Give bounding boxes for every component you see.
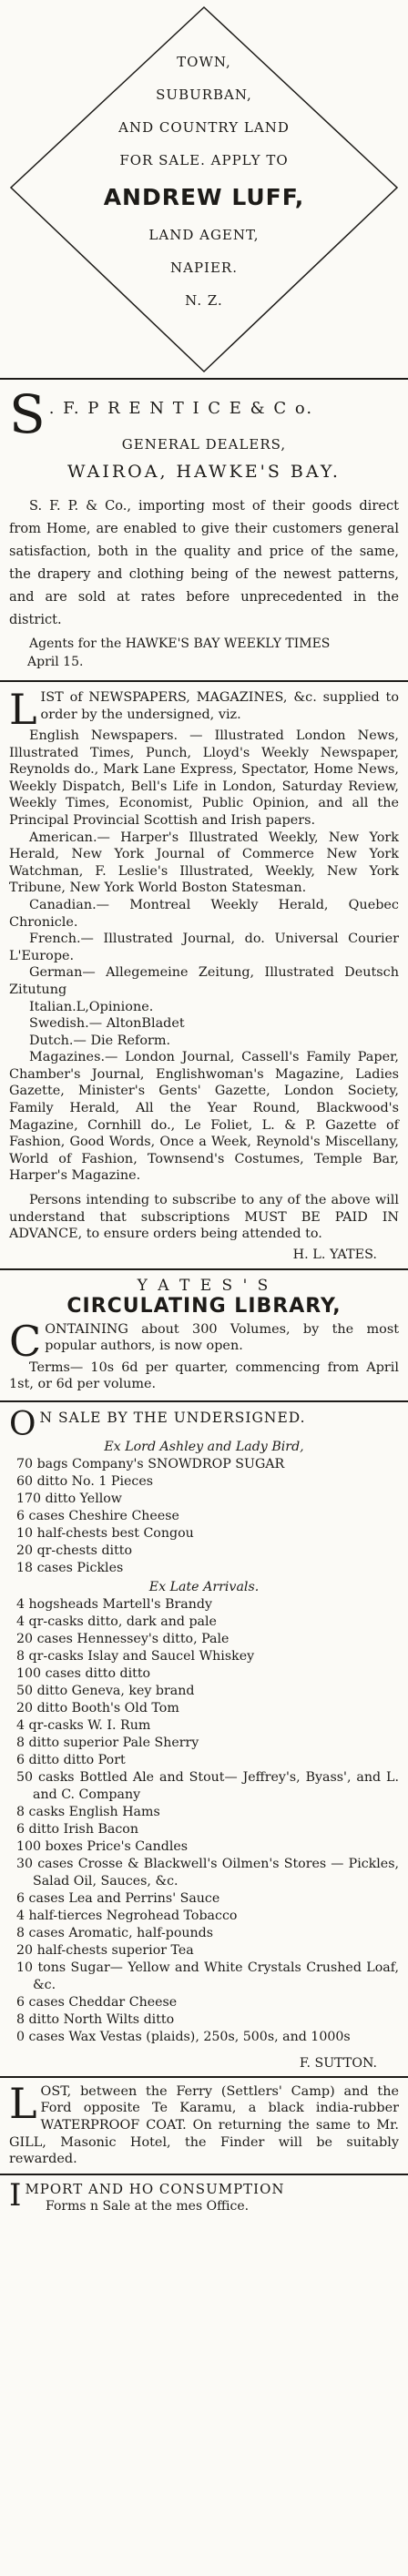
import-heading: MPORT AND HO CONSUMPTION	[25, 2180, 285, 2197]
luff-line-town: TOWN,	[177, 54, 231, 70]
library-text: ONTAINING about 300 Volumes, by the most popular authors, is now open.	[45, 1321, 399, 1354]
lost-ad	[0, 2078, 408, 2168]
sale-item: 50 ditto Geneva, key brand	[16, 1683, 195, 1698]
newspapers-american: American.— Harper's Illustrated Weekly, New York Herald, New York Journal of Commerce New York Watchman, F. Leslie's Illustrated, Weekly, New York Tribune, New York World Boston Statesman.	[9, 830, 399, 896]
sale-item: 60 ditto No. 1 Pieces	[16, 1473, 154, 1489]
sale-item: 8 qr-casks Islay and Saucel Whiskey	[16, 1648, 255, 1664]
prentice-title: . F. P R E N T I C E & C o.	[48, 399, 314, 418]
import-sub: Forms n Sale at the mes Office.	[46, 2199, 250, 2215]
newspapers-english: English Newspapers. — Illustrated London News, Illustrated Times, Punch, Lloyd's Weekly Newspaper, Reynolds do., Mark Lane Express, Spectator, Home News, Weekly Dispatch, Bell's Life in London, Saturday Review, Weekly Times, Economist, Public Opinion, and all the Principal Provincial Scottish and Irish papers.	[9, 728, 399, 828]
sale-item: 100 boxes Price's Candles	[16, 1838, 189, 1854]
prentice-agents: Agents for the HAWKE'S BAY WEEKLY TIMES	[29, 636, 331, 651]
sale-item: 170 ditto Yellow	[16, 1491, 122, 1506]
luff-occupation: LAND AGENT,	[148, 227, 260, 243]
sale-item: 6 cases Cheddar Cheese	[16, 1994, 178, 2010]
sale-item: 6 ditto ditto Port	[16, 1752, 126, 1767]
library-dropcap: C	[9, 1316, 42, 1366]
luff-land-ad	[0, 0, 408, 378]
sale-item: 20 qr-chests ditto	[16, 1543, 133, 1558]
sale-item: 4 qr-casks ditto, dark and pale	[16, 1614, 217, 1629]
newspapers-german: German— Allegemeine Zeitung, Illustrated Deutsch Zitutung	[9, 965, 399, 997]
sale-sub1: Ex Lord Ashley and Lady Bird,	[104, 1439, 304, 1454]
newspapers-ad	[0, 682, 408, 1263]
library-heading: CIRCULATING LIBRARY,	[66, 1295, 342, 1318]
sale-item: 100 cases ditto ditto	[16, 1665, 151, 1681]
lost-dropcap: L	[9, 2078, 37, 2128]
sale-item: 4 hogsheads Martell's Brandy	[16, 1596, 212, 1612]
sale-signature: F. SUTTON.	[299, 2055, 377, 2071]
sale-item: 18 cases Pickles	[16, 1560, 124, 1575]
sale-item: 10 half-chests best Congou	[16, 1525, 194, 1541]
newspapers-notice: Persons intending to subscribe to any of the above will understand that subscriptions MUST BE PAID IN ADVANCE, to ensure orders being attended to.	[9, 1193, 399, 1242]
newspapers-canadian: Canadian.— Montreal Weekly Herald, Quebec Chronicle.	[9, 897, 399, 930]
sale-item: 70 bags Company's SNOWDROP SUGAR	[16, 1456, 285, 1471]
import-ad	[0, 2175, 408, 2215]
newspapers-heading: IST of NEWSPAPERS, MAGAZINES, &c. supplied to order by the undersigned, viz.	[40, 690, 399, 722]
sale-items-list-1	[9, 1456, 399, 1577]
sale-dropcap: O	[9, 1405, 36, 1443]
luff-line-suburban: SUBURBAN,	[156, 87, 252, 103]
sale-item: 6 cases Cheshire Cheese	[16, 1508, 179, 1523]
sale-sub2: Ex Late Arrivals.	[148, 1579, 260, 1594]
sale-item: 6 ditto Irish Bacon	[16, 1821, 138, 1837]
sale-item: 10 tons Sugar— Yellow and White Crystals Crushed Loaf, &c.	[16, 1960, 399, 1992]
sale-item: 20 cases Hennessey's ditto, Pale	[16, 1631, 230, 1646]
prentice-dealers: GENERAL DEALERS,	[121, 436, 287, 453]
sale-items-list-2	[9, 1596, 399, 2046]
sale-item: 30 cases Crosse & Blackwell's Oilmen's Stores — Pickles, Salad Oil, Sauces, &c.	[16, 1856, 399, 1889]
sale-item: 8 ditto North Wilts ditto	[16, 2011, 175, 2027]
prentice-date: April 15.	[27, 655, 84, 669]
sale-item: 6 cases Lea and Perrins' Sauce	[16, 1890, 220, 1906]
sale-item: 20 ditto Booth's Old Tom	[16, 1700, 179, 1716]
newspapers-dropcap: L	[9, 685, 37, 734]
import-dropcap: I	[9, 2176, 22, 2214]
luff-name: ANDREW LUFF,	[103, 184, 305, 210]
sale-item: 8 cases Aromatic, half-pounds	[16, 1925, 214, 1940]
newspapers-dutch: Dutch.— Die Reform.	[29, 1033, 171, 1048]
lost-text: OST, between the Ferry (Settlers' Camp) and the Ford opposite Te Karamu, a black india-rubber WATERPROOF COAT. On returning the same to Mr. GILL, Masonic Hotel, the Finder will be suitably rewarded.	[9, 2083, 399, 2167]
prentice-ad	[0, 380, 408, 680]
newspapers-signature: H. L. YATES.	[292, 1247, 377, 1262]
prentice-location: WAIROA, HAWKE'S BAY.	[67, 462, 341, 482]
library-terms: Terms— 10s 6d per quarter, commencing from April 1st, or 6d per volume.	[9, 1359, 399, 1392]
prentice-dropcap: S	[9, 383, 46, 445]
newspapers-swedish: Swedish.— AltonBladet	[29, 1016, 185, 1032]
newspapers-magazines: Magazines.— London Journal, Cassell's Family Paper, Chamber's Journal, Englishwoman's Magazine, Ladies Gazette, Minister's Gents' Gazette, London Society, Family Herald, All the Year Round, Blackwood's Magazine, Cornhill do., Le Foliet, L. & P. Gazette of Fashion, Good Words, Once a Week, Reynold's Miscellany, World of Fashion, Townsend's Costumes, Temple Bar, Harper's Magazine.	[9, 1050, 399, 1184]
newspapers-french: French.— Illustrated Journal, do. Universal Courier L'Europe.	[9, 932, 399, 963]
luff-country: N. Z.	[185, 292, 223, 309]
library-title: Y A T E S ' S	[137, 1277, 271, 1296]
sale-heading: N SALE BY THE UNDERSIGNED.	[39, 1409, 306, 1426]
sale-item: 8 casks English Hams	[16, 1804, 160, 1819]
luff-line-sale: FOR SALE. APPLY TO	[119, 152, 289, 168]
sale-item: 20 half-chests superior Tea	[16, 1942, 194, 1958]
library-ad	[0, 1270, 408, 1392]
sale-item: 50 casks Bottled Ale and Stout— Jeffrey's, Byass', and L. and C. Company	[16, 1769, 399, 1802]
sale-ad	[0, 1402, 408, 2072]
sale-item: 4 half-tierces Negrohead Tobacco	[16, 1908, 238, 1923]
prentice-body: S. F. P. & Co., importing most of their goods direct from Home, are enabled to give their customers general satisfaction, both in the quality and price of the same, the drapery and clothing being of the newest patterns, and are sold at rates before unprecedented in the district.	[9, 498, 399, 627]
newspapers-italian: Italian.L,Opinione.	[29, 999, 154, 1014]
sale-item: 4 qr-casks W. I. Rum	[16, 1717, 151, 1733]
sale-item: 8 ditto superior Pale Sherry	[16, 1735, 199, 1750]
luff-town: NAPIER.	[170, 260, 238, 276]
luff-line-country: AND COUNTRY LAND	[118, 119, 290, 136]
sale-item: 0 cases Wax Vestas (plaids), 250s, 500s, and 1000s	[16, 2029, 351, 2044]
